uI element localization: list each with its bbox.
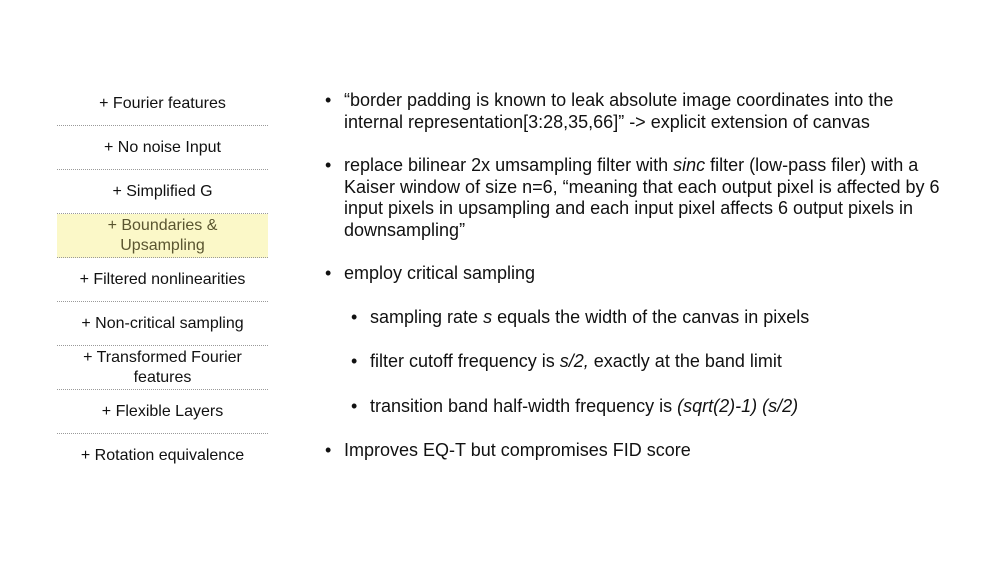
bullet-text-emphasis: s/2,	[559, 351, 589, 371]
sidebar-item-flexible-layers[interactable]	[57, 390, 268, 434]
sidebar-item-non-critical-sampling[interactable]	[57, 302, 268, 346]
sidebar-item-label: + Transformed Fourier features	[83, 348, 242, 386]
bullet-dot: •	[351, 396, 358, 416]
sidebar-item-no-noise-input[interactable]	[57, 126, 268, 170]
sidebar-item-label: + Simplified G	[112, 182, 213, 200]
sidebar-item-fourier-features[interactable]	[57, 82, 268, 126]
sub-bullet-sampling-rate	[351, 307, 931, 329]
bullet-dot: •	[325, 263, 332, 283]
bullet-text-part: sampling rate	[370, 307, 484, 327]
bullet-text-part: filter (low-pass filer) with a Kaiser window of size n=6, “meaning that each output pixel is affected by 6 input pixels in upsampling and each input pixel affects 6 output pixels in downsampling”	[344, 155, 940, 240]
bullet-text	[344, 155, 945, 241]
bullet-text-emphasis: s	[483, 307, 493, 327]
sub-bullet-transition-band	[351, 396, 931, 418]
bullet-text: Improves EQ-T but compromises FID score	[344, 440, 691, 460]
sidebar-item-label: + No noise Input	[104, 138, 221, 156]
bullet-dot: •	[351, 307, 358, 327]
bullet-text: “border padding is known to leak absolute image coordinates into the internal representation[3:28,35,66]” -> explicit extension of canvas	[344, 90, 894, 132]
sidebar-item-label: + Flexible Layers	[101, 402, 224, 420]
sidebar-item-label: + Fourier features	[99, 94, 226, 112]
bullet-text	[370, 307, 809, 329]
sidebar-item-filtered-nonlinearities[interactable]	[57, 258, 268, 302]
bullet-border-padding	[325, 90, 925, 133]
bullet-text-part: equals the width of the canvas in pixels	[492, 307, 810, 327]
bullet-text-emphasis: sinc	[673, 155, 706, 175]
bullet-dot: •	[325, 155, 332, 175]
bullet-dot: •	[351, 351, 358, 371]
bullet-dot: •	[325, 440, 332, 460]
bullet-text-part: replace bilinear 2x umsampling filter with	[344, 155, 674, 175]
sidebar-item-transformed-fourier-features[interactable]	[57, 346, 268, 390]
sidebar-item-label: + Non-critical sampling	[81, 314, 244, 332]
bullet-text-part: transition band half-width frequency is	[370, 396, 678, 416]
sidebar	[57, 82, 268, 478]
bullet-sinc-filter	[325, 155, 945, 241]
sidebar-item-label: + Boundaries & Upsampling	[107, 216, 218, 254]
sidebar-item-label: + Filtered nonlinearities	[79, 270, 246, 288]
sidebar-item-rotation-equivalence[interactable]	[57, 434, 268, 478]
bullet-text: employ critical sampling	[344, 263, 536, 283]
bullet-eq-t	[325, 440, 925, 462]
sidebar-item-boundaries-upsampling[interactable]	[57, 214, 268, 258]
sidebar-item-simplified-g[interactable]	[57, 170, 268, 214]
bullet-text-part: exactly at the band limit	[588, 351, 782, 371]
bullet-text-part: filter cutoff frequency is	[370, 351, 560, 371]
bullet-critical-sampling	[325, 263, 925, 285]
bullet-text	[370, 396, 798, 418]
bullet-dot: •	[325, 90, 332, 110]
sidebar-item-label: + Rotation equivalence	[80, 447, 245, 464]
bullet-text	[370, 351, 782, 373]
bullet-text-emphasis: (sqrt(2)-1) (s/2)	[677, 396, 799, 416]
sub-bullet-cutoff-frequency	[351, 351, 931, 373]
